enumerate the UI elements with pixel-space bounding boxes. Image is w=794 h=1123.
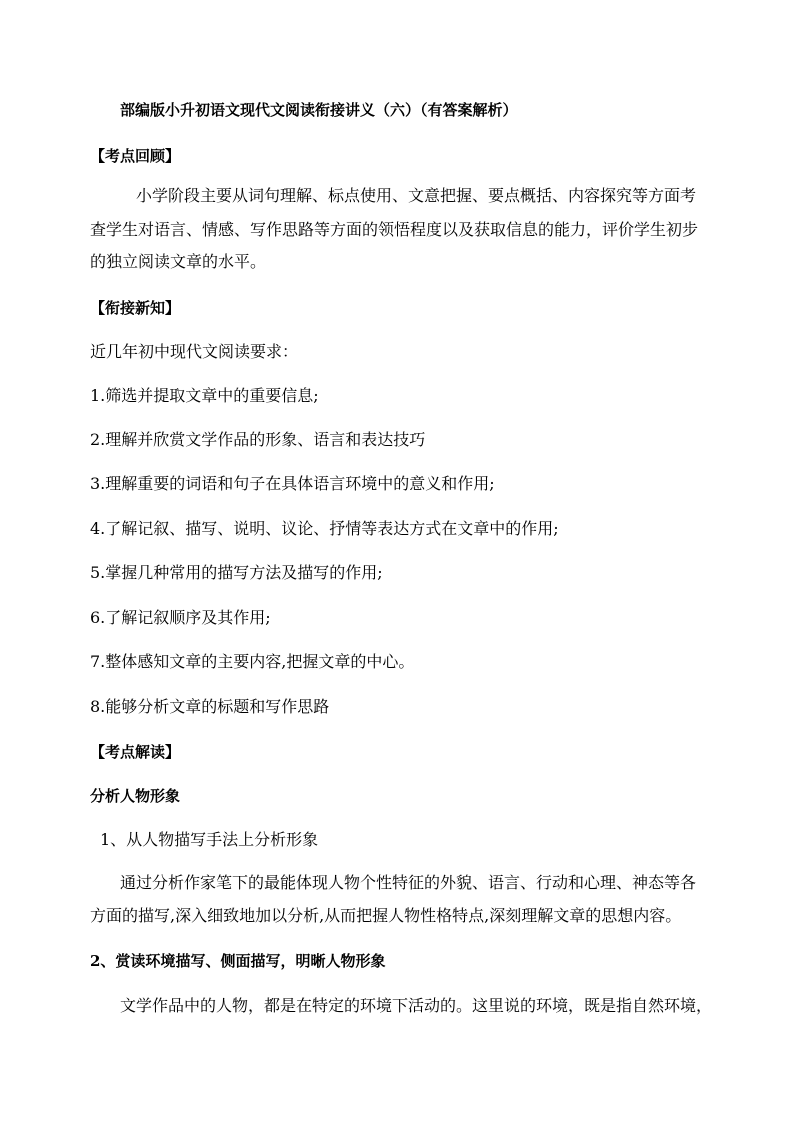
review-paragraph-line-2: 查学生对语言、情感、写作思路等方面的领悟程度以及获取信息的能力，评价学生初步 — [90, 220, 699, 239]
analysis-subheading: 分析人物形象 — [90, 787, 181, 805]
review-paragraph-line-1: 小学阶段主要从词句理解、标点使用、文意把握、要点概括、内容探究等方面考 — [136, 186, 697, 205]
requirement-item-1: 1.筛选并提取文章中的重要信息; — [90, 386, 319, 405]
requirement-item-8: 8.能够分析文章的标题和写作思路 — [90, 697, 330, 716]
review-paragraph-line-3: 的独立阅读文章的水平。 — [90, 252, 267, 271]
requirement-item-6: 6.了解记叙顺序及其作用; — [90, 608, 271, 627]
document-title: 部编版小升初语文现代文阅读衔接讲义（六）（有答案解析） — [120, 101, 518, 119]
requirement-item-4: 4.了解记叙、描写、说明、议论、抒情等表达方式在文章中的作用; — [90, 519, 559, 538]
point-2-line-1: 文学作品中的人物，都是在特定的环境下活动的。这里说的环境，既是指自然环境， — [120, 996, 713, 1015]
requirement-item-2: 2.理解并欣赏文学作品的形象、语言和表达技巧 — [90, 430, 426, 449]
section-heading-review: 【考点回顾】 — [90, 147, 181, 165]
section-heading-new: 【衔接新知】 — [90, 299, 181, 317]
requirement-item-7: 7.整体感知文章的主要内容,把握文章的中心。 — [90, 652, 415, 671]
point-1-title: 1、从人物描写手法上分析形象 — [100, 830, 319, 849]
requirements-intro: 近几年初中现代文阅读要求： — [90, 342, 299, 361]
requirement-item-3: 3.理解重要的词语和句子在具体语言环境中的意义和作用; — [90, 474, 495, 493]
point-2-title: 2、赏读环境描写、侧面描写，明晰人物形象 — [90, 952, 386, 970]
requirement-item-5: 5.掌握几种常用的描写方法及描写的作用; — [90, 563, 383, 582]
point-1-line-1: 通过分析作家笔下的最能体现人物个性特征的外貌、语言、行动和心理、神态等各 — [120, 873, 697, 892]
point-1-line-2: 方面的描写,深入细致地加以分析,从而把握人物性格特点,深刻理解文章的思想内容。 — [90, 906, 682, 925]
section-heading-analysis: 【考点解读】 — [90, 743, 181, 761]
